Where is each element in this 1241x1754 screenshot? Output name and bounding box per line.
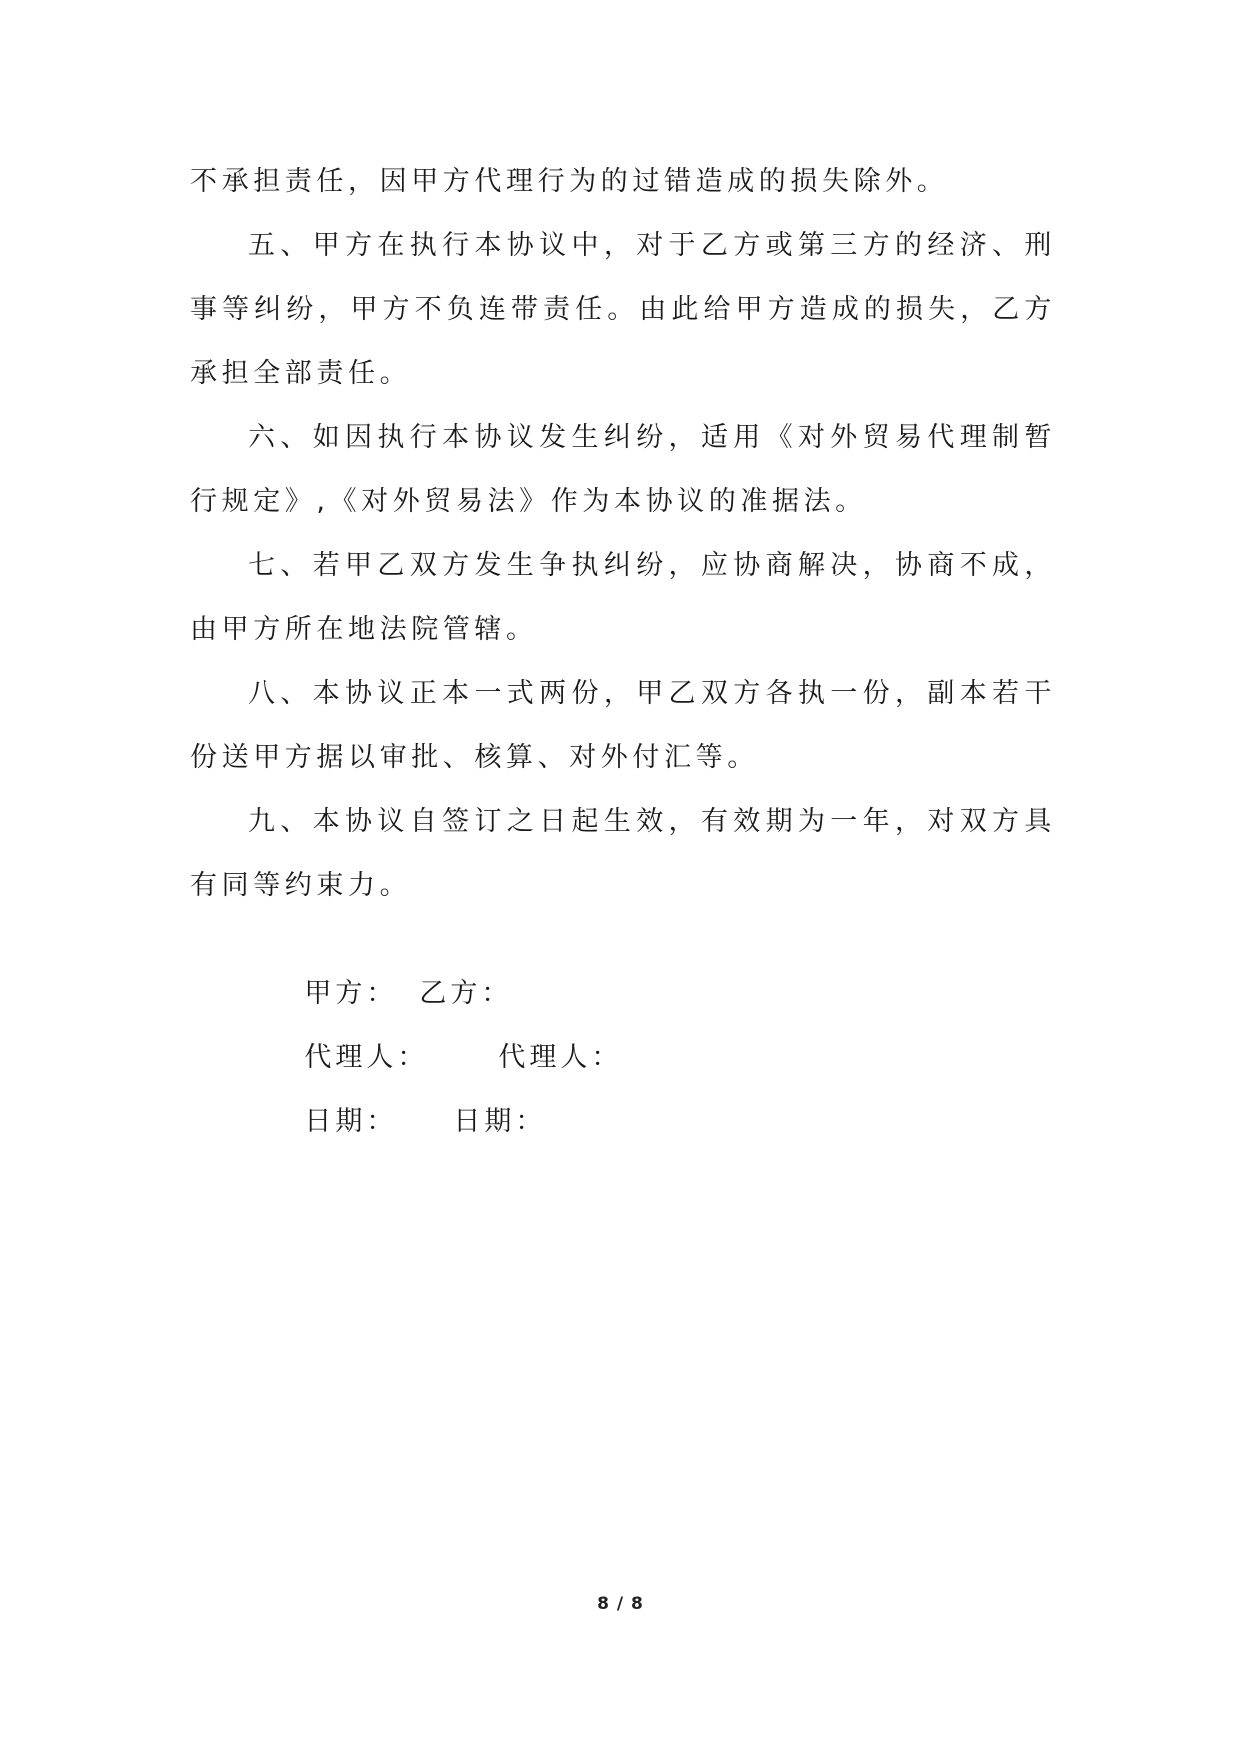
clause-five: 五、甲方在执行本协议中，对于乙方或第三方的经济、刑事等纠纷，甲方不负连带责任。由此给甲方造成的损失，乙方承担全部责任。 xyxy=(190,230,1056,389)
page-number: 8 / 8 xyxy=(597,1594,644,1614)
paragraph-continuation: 不承担责任，因甲方代理行为的过错造成的损失除外。 xyxy=(190,166,949,197)
clause-nine: 九、本协议自签订之日起生效，有效期为一年，对双方具有同等约束力。 xyxy=(190,806,1056,901)
signature-date-row xyxy=(254,1062,546,1182)
party-a-label: 甲方： xyxy=(304,978,398,1009)
clause-six: 六、如因执行本协议发生纠纷，适用《对外贸易代理制暂行规定》,《对外贸易法》作为本协议的准据法。 xyxy=(190,422,1056,517)
agreement-body xyxy=(190,150,1056,918)
party-b-label: 乙方： xyxy=(419,978,513,1009)
clause-eight: 八、本协议正本一式两份，甲乙双方各执一份，副本若干份送甲方据以审批、核算、对外付汇等。 xyxy=(190,678,1056,773)
date-b-label: 日期： xyxy=(453,1106,547,1137)
date-a-label: 日期： xyxy=(304,1106,398,1137)
agent-b-label: 代理人： xyxy=(498,1042,623,1073)
clause-seven: 七、若甲乙双方发生争执纠纷，应协商解决，协商不成，由甲方所在地法院管辖。 xyxy=(190,550,1056,645)
agent-a-label: 代理人： xyxy=(304,1042,429,1073)
